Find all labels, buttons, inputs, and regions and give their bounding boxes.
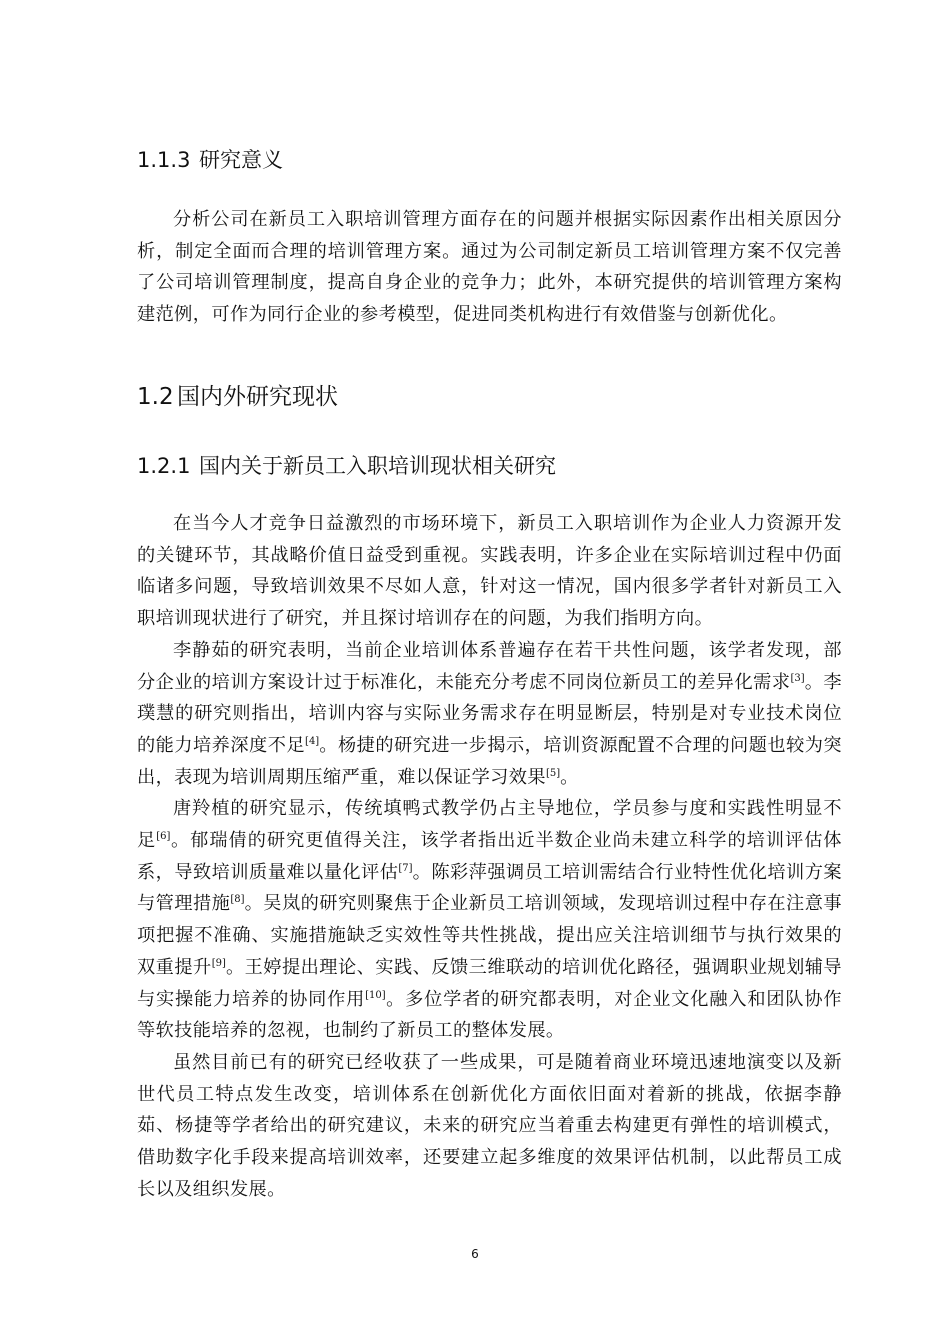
heading-number: 1.2	[137, 384, 174, 410]
text-run: 。吴岚的研究则聚焦于企业新员工培训领域，发现培训过程中存在注意事项把握不准确、实施措施缺乏实效性等共性挑战，提出应关注培训细节与执行效果的双重提升	[137, 893, 842, 978]
section-1-1-3-body	[137, 204, 842, 331]
page-number: 6	[471, 1247, 479, 1261]
text-run: 。多位学者的研究都表明，对企业文化融入和团队协作等软技能培养的忽视，也制约了新员工的整体发展。	[137, 988, 842, 1042]
citation: [6]	[156, 830, 171, 842]
text-run: 。杨捷的研究进一步揭示，培训资源配置不合理的问题也较为突出，表现为培训周期压缩严重，难以保证学习效果	[137, 734, 842, 788]
heading-title: 研究意义	[199, 148, 283, 172]
paragraph: 虽然目前已有的研究已经收获了一些成果，可是随着商业环境迅速地演变以及新世代员工特点发生改变，培训体系在创新优化方面依旧面对着新的挑战，依据李静茹、杨捷等学者给出的研究建议，未来的研究应当着重去构建更有弹性的培训模式，借助数字化手段来提高培训效率，还要建立起多维度的效果评估机制，以此帮员工成长以及组织发展。	[137, 1051, 842, 1200]
heading-title: 国内关于新员工入职培训现状相关研究	[199, 454, 556, 478]
heading-number: 1.2.1	[137, 454, 191, 478]
text-run: 。陈彩萍强调员工培训需结合行业特性优化培训方案与管理措施	[137, 861, 842, 915]
text-run: 。郁瑞倩的研究更值得关注，该学者指出近半数企业尚未建立科学的培训评估体系，导致培训质量难以量化评估	[137, 830, 842, 883]
citation: [5]	[545, 767, 561, 779]
paragraph	[137, 635, 842, 794]
citation: [4]	[305, 735, 320, 747]
citation: [10]	[365, 989, 386, 1001]
heading-1-2	[137, 381, 338, 413]
citation: [8]	[230, 894, 245, 906]
heading-1-2-1	[137, 452, 556, 480]
heading-number: 1.1.3	[137, 148, 191, 172]
citation: [3]	[790, 672, 805, 684]
text-run: 。李璞慧的研究则指出，培训内容与实际业务需求存在明显断层，特别是对专业技术岗位的能力培养深度不足	[137, 671, 842, 756]
paragraph: 分析公司在新员工入职培训管理方面存在的问题并根据实际因素作出相关原因分析，制定全面而合理的培训管理方案。通过为公司制定新员工培训管理方案不仅完善了公司培训管理制度，提高自身企业的竞争力；此外，本研究提供的培训管理方案构建范例，可作为同行企业的参考模型，促进同类机构进行有效借鉴与创新优化。	[137, 209, 842, 326]
heading-title: 国内外研究现状	[177, 384, 338, 410]
text-run: 李静茹的研究表明，当前企业培训体系普遍存在若干共性问题，该学者发现，部分企业的培训方案设计过于标准化，未能充分考虑不同岗位新员工的差异化需求	[137, 639, 842, 693]
text-run: 。王婷提出理论、实践、反馈三维联动的培训优化路径，强调职业规划辅导与实操能力培养的协同作用	[137, 956, 842, 1010]
paragraph	[137, 793, 842, 1047]
citation: [9]	[211, 957, 226, 969]
heading-1-1-3	[137, 146, 283, 174]
text-run: 唐羚植的研究显示，传统填鸭式教学仍占主导地位，学员参与度和实践性明显不足	[137, 798, 842, 852]
text-run: 。	[560, 766, 579, 788]
section-1-2-1-body	[137, 508, 842, 1205]
paragraph: 在当今人才竞争日益激烈的市场环境下，新员工入职培训作为企业人力资源开发的关键环节，其战略价值日益受到重视。实践表明，许多企业在实际培训过程中仍面临诸多问题，导致培训效果不尽如人意，针对这一情况，国内很多学者针对新员工入职培训现状进行了研究，并且探讨培训存在的问题，为我们指明方向。	[137, 513, 842, 630]
citation: [7]	[398, 862, 413, 874]
